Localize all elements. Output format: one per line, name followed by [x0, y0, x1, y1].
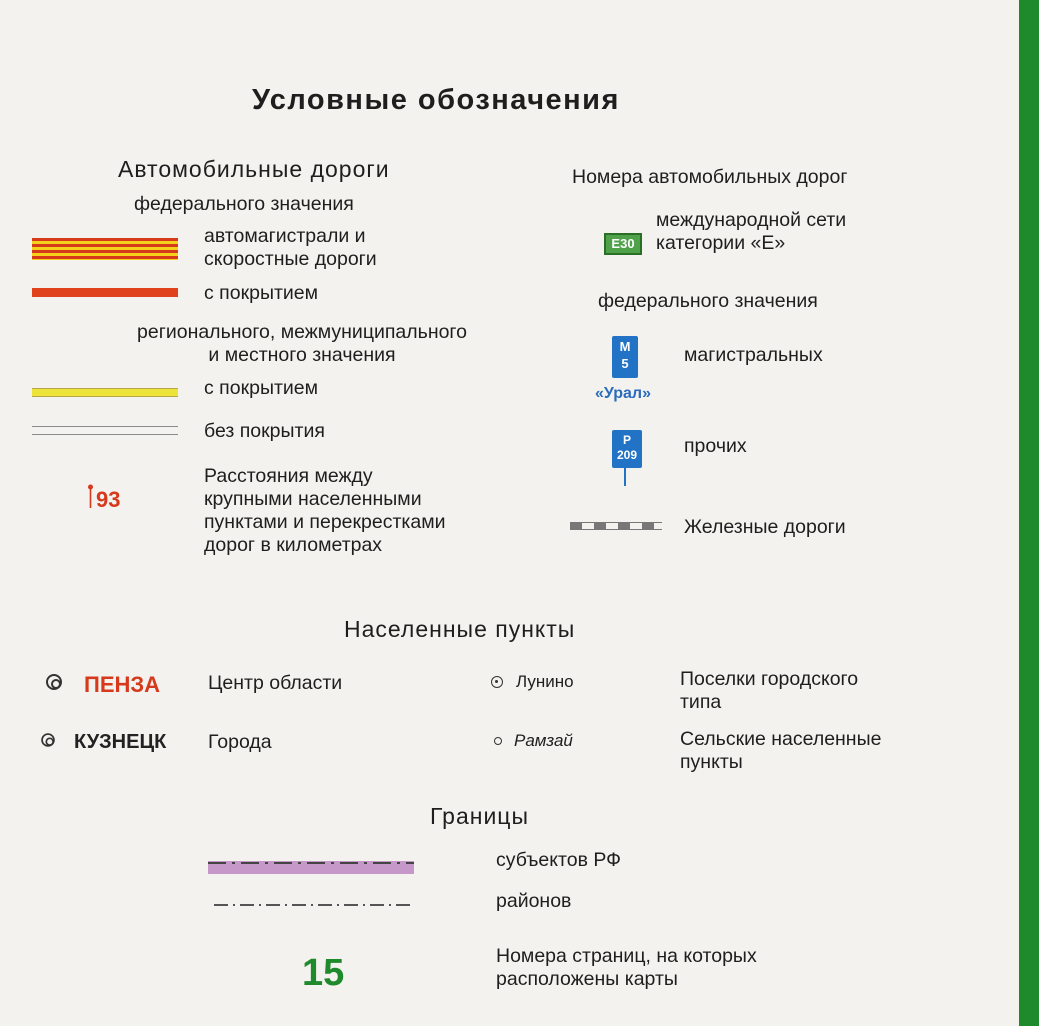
federal-numbers-heading: федерального значения	[598, 290, 818, 312]
region-center-icon	[46, 674, 62, 690]
unpaved-label: без покрытия	[204, 420, 325, 442]
region-center-label: Центр области	[208, 672, 343, 694]
city-icon	[41, 733, 55, 747]
trunk-badge-letter: М	[619, 339, 631, 354]
settlements-heading: Населенные пункты	[344, 616, 576, 642]
e-route-badge: E30	[604, 233, 642, 255]
subject-border-dash	[208, 862, 414, 864]
federal-paved-label: с покрытием	[204, 282, 319, 304]
roads-federal-heading: федерального значения	[134, 193, 354, 215]
city-sample: КУЗНЕЦК	[74, 731, 167, 753]
regional-paved-road-symbol	[32, 388, 178, 397]
trunk-route-badge	[612, 336, 638, 378]
regional-badge-number: 209	[616, 448, 638, 462]
regional-badge-pointer	[624, 468, 626, 486]
legend-title: Условные обозначения	[252, 84, 620, 116]
district-border-symbol	[214, 904, 412, 906]
trunk-badge-number: 5	[621, 356, 629, 371]
distance-label: Расстояния между крупными населенными пунктами и перекрестками дорог в километрах	[204, 465, 446, 556]
motorway-symbol	[32, 238, 178, 260]
international-route-label: международной сети категории «E»	[656, 209, 847, 254]
borders-heading: Границы	[430, 803, 529, 829]
rural-settlement-label: Сельские населенные пункты	[680, 728, 882, 773]
page-number-sample: 15	[302, 952, 345, 994]
regional-badge-letter: Р	[622, 433, 631, 447]
district-border-label: районов	[496, 890, 572, 912]
rural-settlement-icon	[494, 737, 502, 745]
unpaved-road-symbol	[32, 426, 178, 435]
subject-border-symbol	[208, 858, 414, 876]
urban-settlement-sample: Лунино	[516, 672, 574, 691]
subject-border-label: субъектов РФ	[496, 849, 621, 871]
page-numbers-label: Номера страниц, на которых расположены карты	[496, 945, 757, 990]
regional-paved-label: с покрытием	[204, 377, 319, 399]
urban-settlement-icon	[491, 676, 503, 688]
roads-heading: Автомобильные дороги	[118, 156, 390, 182]
regional-route-badge	[612, 430, 642, 468]
region-center-sample: ПЕНЗА	[84, 672, 161, 697]
road-numbers-heading: Номера автомобильных дорог	[572, 166, 848, 188]
railways-label: Железные дороги	[684, 516, 846, 538]
motorways-label: автомагистрали и скоростные дороги	[204, 225, 377, 270]
rural-settlement-sample: Рамзай	[514, 731, 573, 750]
page-edge-stripe	[1019, 0, 1039, 1026]
distance-sample-number: 93	[96, 487, 121, 512]
city-label: Города	[208, 731, 272, 753]
federal-paved-road-symbol	[32, 288, 178, 297]
urban-settlement-label: Поселки городского типа	[680, 668, 859, 713]
distance-pin-icon	[88, 484, 93, 508]
trunk-route-name: «Урал»	[595, 385, 651, 402]
regional-heading: регионального, межмуниципального и местного значения	[137, 321, 467, 366]
railway-symbol	[570, 522, 662, 530]
other-routes-label: прочих	[684, 435, 747, 457]
trunk-routes-label: магистральных	[684, 344, 823, 366]
